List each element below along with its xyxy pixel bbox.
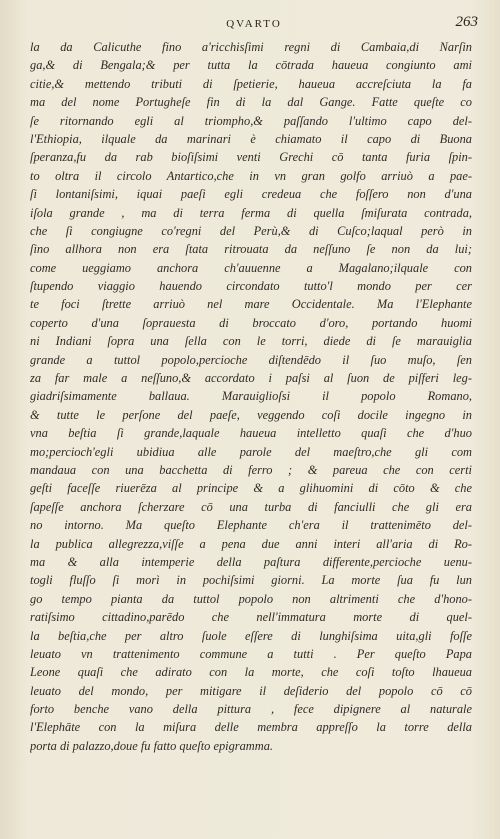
text-line: vna beſtia ſi grande,laquale haueua intelletto quaſi che d'huo bbox=[30, 426, 472, 441]
text-line: ſperanza,fu da rab bioſiſsimi venti Grechi cō tanta furia ſpin- bbox=[30, 150, 472, 165]
text-line: geſti faceſſe riuerēza al principe & a glihuomini di cōto & che bbox=[30, 481, 472, 496]
text-line: ſe ritornando egli al triompho,& paſſando l'ultimo capo del- bbox=[30, 113, 472, 128]
text-line: ſtupendo viaggio hauendo circondato tutto'l mondo per cer bbox=[30, 279, 472, 294]
text-line: grande a tuttol popolo,percioche diſtendēdo il ſuo muſo, ſen bbox=[30, 352, 472, 367]
text-line: forto benche vano della pittura , fece dipignere al naturale bbox=[30, 702, 472, 717]
text-line: leuato del mondo, per mitigare il deſiderio del popolo cō cō bbox=[30, 683, 472, 698]
text-line: iſola grande , ma di terra ferma di quella ſmiſurata contrada, bbox=[30, 205, 472, 220]
text-line: ſino allhora non era ſtata ritrouata da neſſuno ſe non da lui; bbox=[30, 242, 472, 257]
text-line: la da Calicuthe fino a'ricchisſimi regni di Cambaia,di Narſin bbox=[30, 40, 472, 54]
text-line: za far male a neſſuno,& accordato i paſsi al ſuon de piſferi leg- bbox=[30, 371, 472, 386]
text-line: come ueggiamo anchora ch'auuenne a Magalano;ilquale con bbox=[30, 260, 472, 275]
text-line: mandaua con una bacchetta di ferro ; & pareua che con certi bbox=[30, 462, 472, 477]
text-line: l'Elephāte con la miſura delle membra appreſſo la torre della bbox=[30, 720, 472, 735]
running-title: QVARTO bbox=[226, 18, 282, 30]
text-line: Leone quaſi che adirato con la morte, che coſi toſto lhaueua bbox=[30, 665, 472, 680]
text-line: te foci ſtrette arriuò nel mare Occidentale. Ma l'Elephante bbox=[30, 297, 472, 312]
text-line: & tutte le perſone del paeſe, veggendo coſi docile ingegno in bbox=[30, 407, 472, 422]
text-line: la publica allegrezza,viſſe a pena due anni interi all'aria di Ro- bbox=[30, 536, 472, 551]
text-line: no intorno. Ma queſto Elephante ch'era il trattenimēto del- bbox=[30, 518, 472, 533]
body-text bbox=[30, 38, 472, 755]
running-head bbox=[30, 14, 478, 36]
text-line: giadriſsimamente ballaua. Marauiglioſsi il popolo Romano, bbox=[30, 389, 472, 404]
text-line: leuato vn trattenimento commune a tutti . Per queſto Papa bbox=[30, 646, 472, 661]
text-line: togli fluſſo ſi morì in pochiſsimi giorni. La morte ſua fu lun bbox=[30, 573, 472, 588]
text-line: coperto d'una ſoprauesta di broccato d'oro, portando huomi bbox=[30, 315, 472, 330]
text-line: ma del nome Portugheſe fin di la dal Gange. Fatte queſte co bbox=[30, 95, 472, 110]
text-line: mo;percioch'egli ubidiua alle parole del maeſtro,che gli com bbox=[30, 444, 472, 459]
page-number: 263 bbox=[455, 14, 478, 30]
text-line: ma & alla intemperie della paſtura differente,percioche uenu- bbox=[30, 554, 472, 569]
text-line: che ſi congiugne co'regni del Perù,& di Cuſco;laqual però in bbox=[30, 223, 472, 238]
text-line: citie,& mettendo tributi di ſpetierie, haueua accreſciuta la fa bbox=[30, 76, 472, 91]
text-line: ga,& di Bengala;& per tutta la cōtrada haueua congiunto ami bbox=[30, 58, 472, 73]
text-line: porta di palazzo,doue fu fatto queſto epigramma. bbox=[30, 738, 273, 753]
text-line: la beſtia,che per altro ſuole eſſere di lunghiſsima uita,gli foſſe bbox=[30, 628, 472, 643]
text-line: ſi lontaniſsimi, iquai paeſi egli credeua che foſſero non d'una bbox=[30, 187, 472, 202]
text-line: to oltra il circolo Antartico,che in vn gran golfo arriuò a pae- bbox=[30, 168, 472, 183]
text-line: ſapeſſe anchora ſcherzare cō una turba di fanciulli che gli era bbox=[30, 499, 472, 514]
text-line: ni Indiani ſopra una ſella con le torri, diede di ſe marauiglia bbox=[30, 334, 472, 349]
text-line: ratiſsimo cittadino,parēdo che nell'immatura morte di quel- bbox=[30, 610, 472, 625]
text-line: l'Ethiopia, ilquale da marinari è chiamato il capo di Buona bbox=[30, 131, 472, 146]
text-line: go tempo pianta da tuttol popolo non altrimenti che d'hono- bbox=[30, 591, 472, 606]
